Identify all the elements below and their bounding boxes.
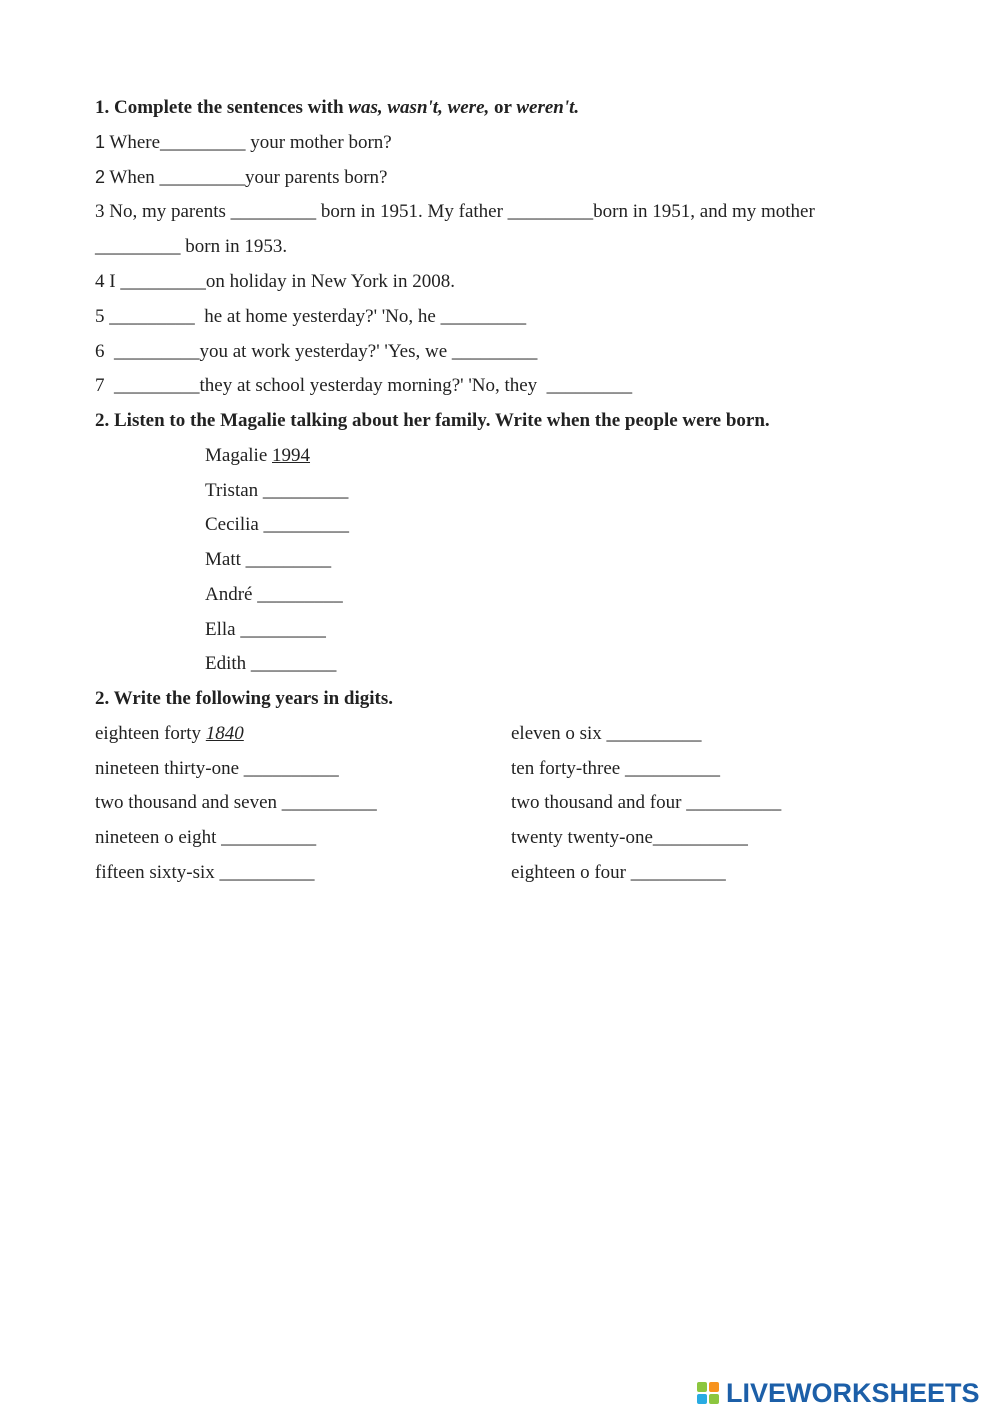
- liveworksheets-logo-icon: [697, 1380, 723, 1406]
- exercise2-person: Tristan _________: [205, 480, 349, 501]
- item-text: Where_________ your mother born?: [105, 132, 392, 153]
- heading-was: was,: [348, 97, 383, 118]
- exercise2-person: Edith _________: [205, 653, 337, 674]
- heading-text: 1. Complete the sentences with: [95, 97, 349, 118]
- exercise3-left-item: fifteen sixty-six __________: [95, 862, 315, 883]
- exercise2-heading: 2. Listen to the Magalie talking about her family. Write when the people were born.: [95, 410, 770, 431]
- item-text: 7 _________they at school yesterday morning?' 'No, they _________: [95, 375, 633, 396]
- item-text: 4 I _________on holiday in New York in 2008.: [95, 271, 455, 292]
- example-text: eighteen forty: [95, 723, 206, 744]
- exercise3-right-item: two thousand and four __________: [511, 792, 782, 813]
- exercise1-item-1: [95, 133, 392, 152]
- example-answer: 1994: [272, 445, 311, 466]
- exercise1-item-3-cont: [95, 237, 287, 256]
- item-number: 1: [95, 132, 106, 152]
- liveworksheets-logo[interactable]: [697, 1378, 980, 1408]
- item-text: 6 _________you at work yesterday?' 'Yes, we _________: [95, 341, 538, 362]
- exercise3-right-item: eighteen o four __________: [511, 862, 726, 883]
- heading-were: were,: [447, 97, 490, 118]
- exercise3-left-item: nineteen o eight __________: [95, 827, 317, 848]
- exercise1-item-4: [95, 272, 455, 291]
- example-answer: 1840: [205, 723, 244, 744]
- exercise3-example: [95, 724, 244, 743]
- exercise1-heading: [95, 98, 579, 117]
- exercise1-item-2: [95, 168, 388, 187]
- exercise1-item-5: [95, 307, 526, 326]
- exercise3-right-item: ten forty-three __________: [511, 758, 720, 779]
- exercise3-right-item: eleven o six __________: [511, 723, 702, 744]
- exercise2-person: Ella _________: [205, 619, 326, 640]
- item-text: 3 No, my parents _________ born in 1951. My father _________born in 1951, and my mother: [95, 201, 815, 222]
- exercise3-left-item: nineteen thirty-one __________: [95, 758, 339, 779]
- logo-text: LIVEWORKSHEETS: [726, 1377, 980, 1408]
- exercise2-example: [205, 446, 310, 465]
- exercise2-person: André _________: [205, 584, 343, 605]
- heading-or: or: [494, 97, 512, 118]
- item-text: When _________your parents born?: [105, 167, 388, 188]
- heading-wasnt: wasn't,: [387, 97, 443, 118]
- example-name: Magalie: [205, 445, 273, 466]
- exercise2-person: Matt _________: [205, 549, 332, 570]
- exercise2-person: Cecilia _________: [205, 514, 350, 535]
- exercise3-heading: 2. Write the following years in digits.: [95, 688, 394, 709]
- item-text: 5 _________ he at home yesterday?' 'No, he _________: [95, 306, 527, 327]
- item-text: _________ born in 1953.: [95, 236, 288, 257]
- heading-werent: weren't.: [516, 97, 580, 118]
- exercise3-right-item: twenty twenty-one__________: [511, 827, 748, 848]
- exercise3-left-item: two thousand and seven __________: [95, 792, 377, 813]
- exercise1-item-3: [95, 202, 815, 221]
- item-number: 2: [95, 167, 106, 187]
- exercise1-item-7: [95, 376, 632, 395]
- exercise1-item-6: [95, 342, 537, 361]
